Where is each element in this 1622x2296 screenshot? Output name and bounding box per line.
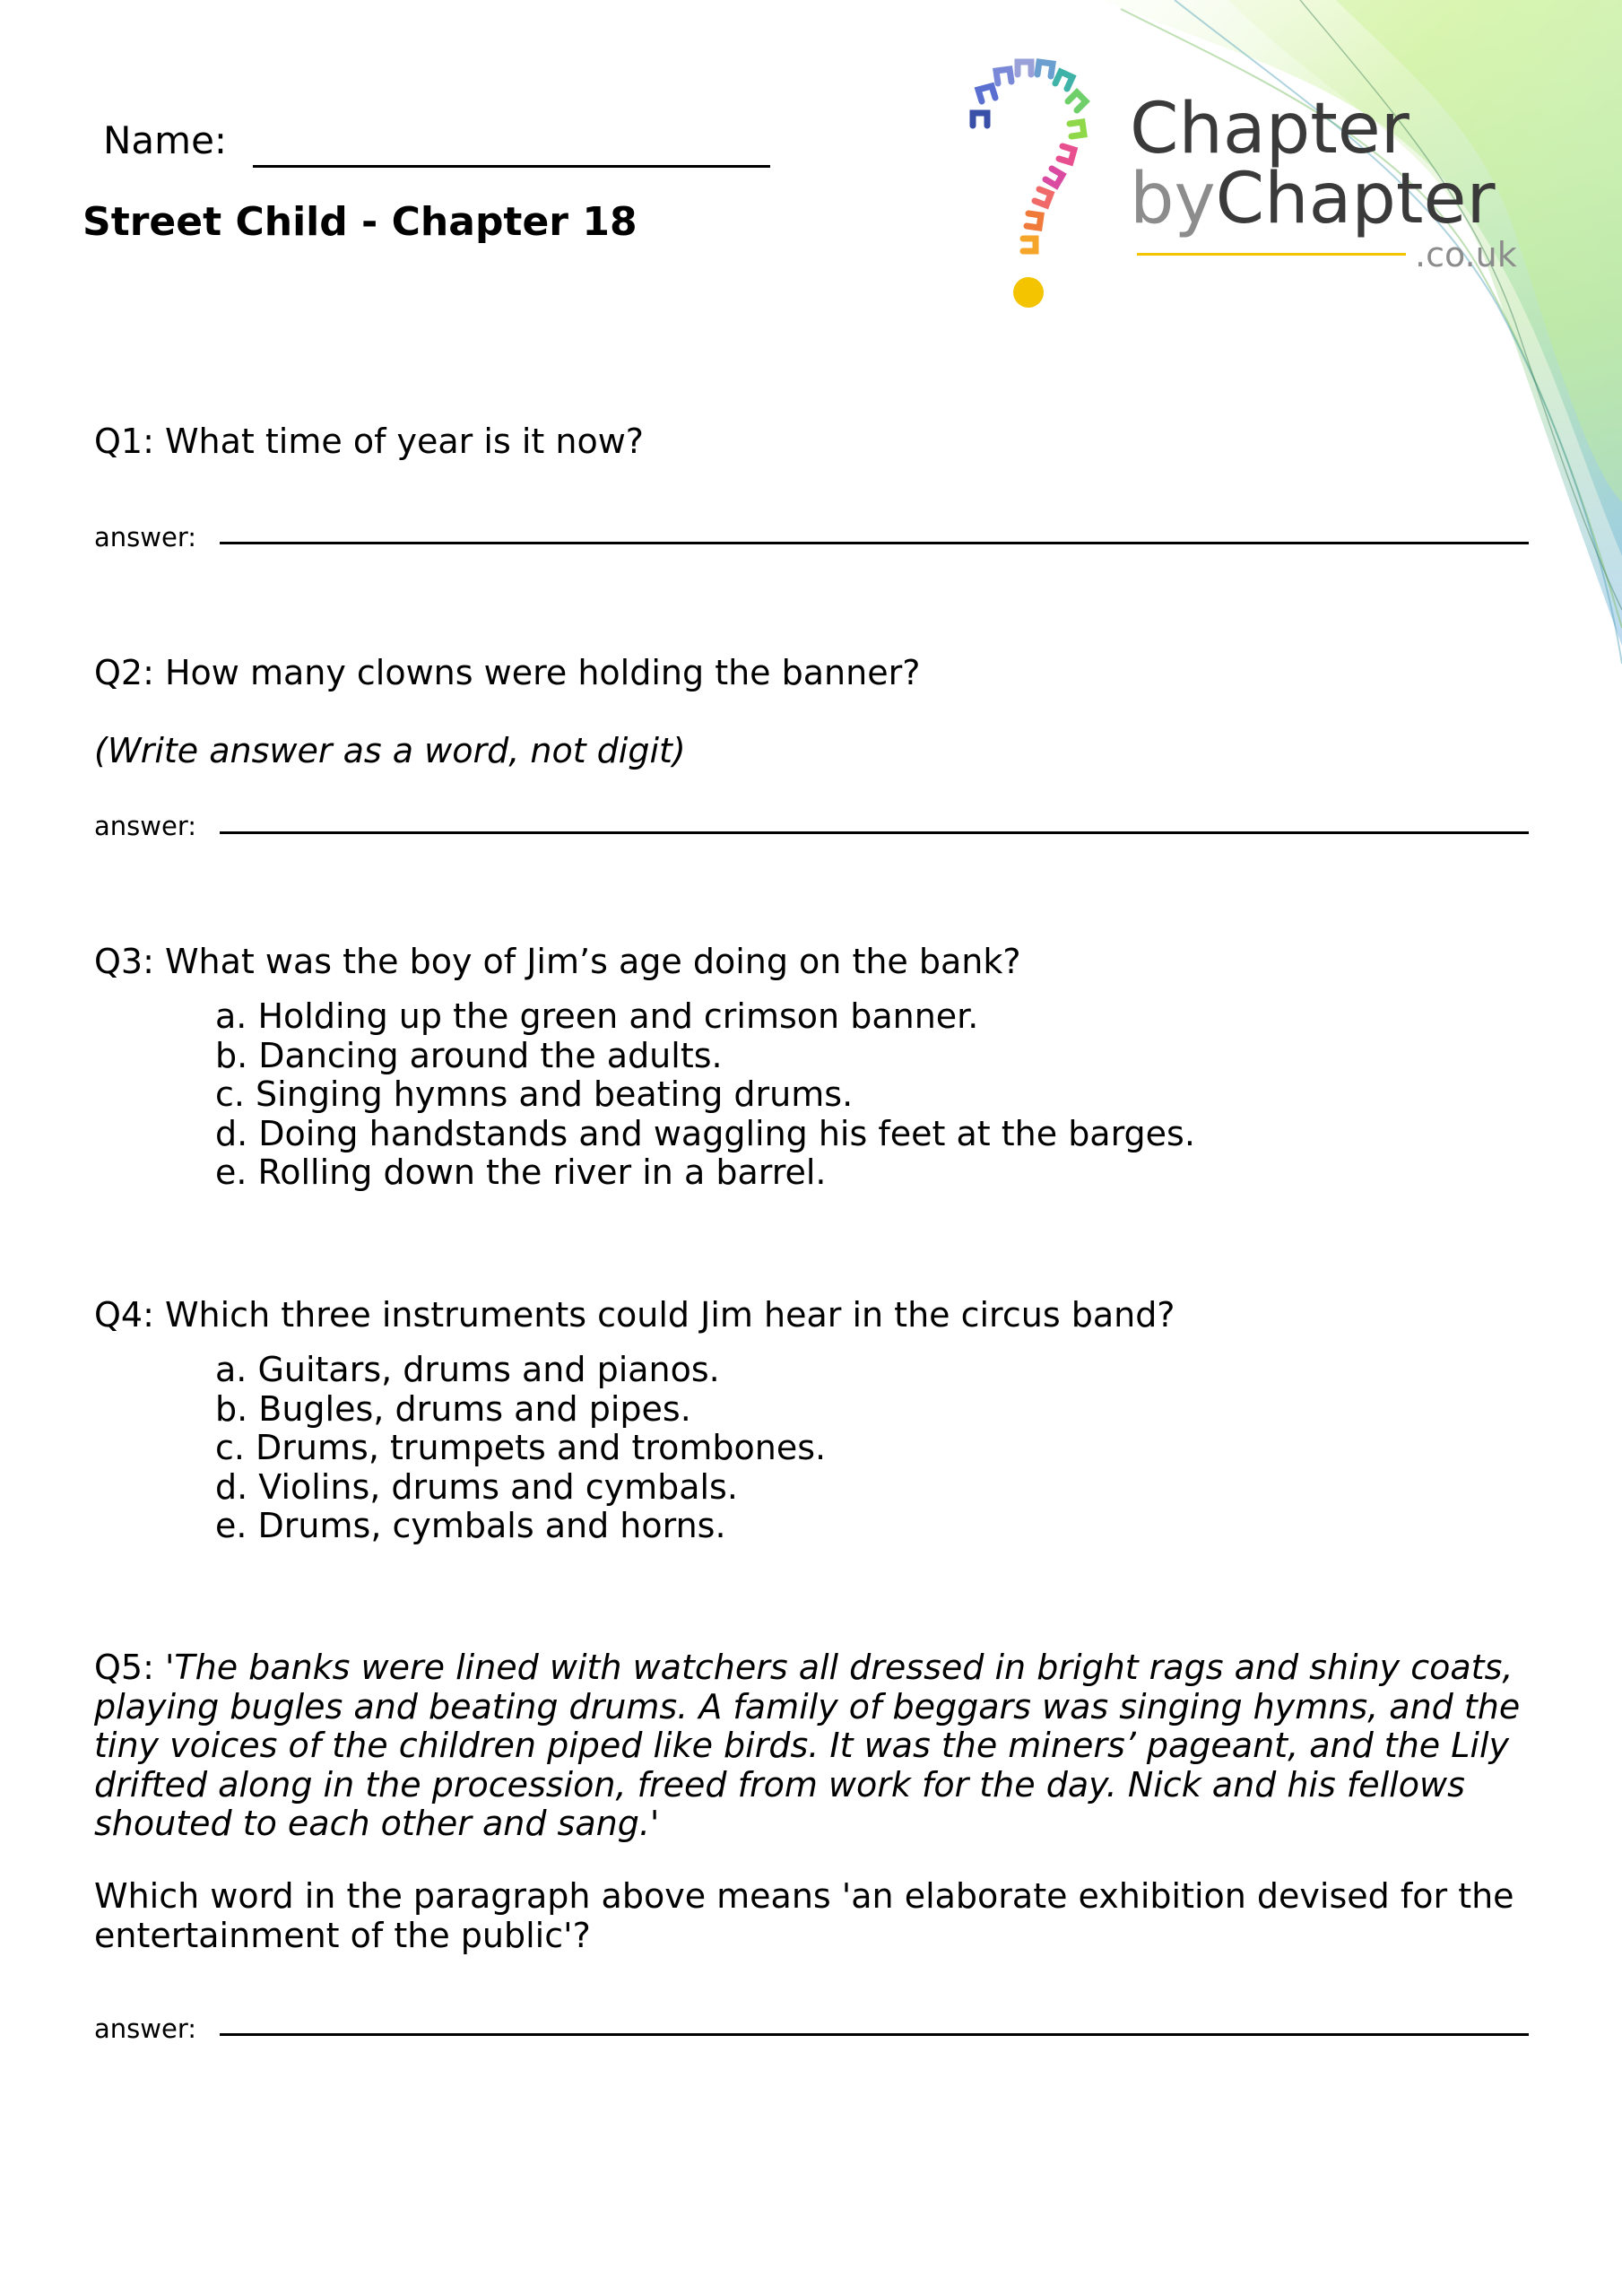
question-2-note: (Write answer as a word, not digit) [94,731,686,770]
option-a[interactable]: a. Holding up the green and crimson banner. [215,996,979,1036]
question-3-options [215,997,1195,1193]
logo-underline [1137,253,1406,256]
logo-line-1: Chapter [1130,89,1409,170]
option-b[interactable]: b. Bugles, drums and pipes. [215,1388,691,1429]
question-3: Q3: What was the boy of Jim’s age doing on the bank? [94,942,1021,981]
option-a[interactable]: a. Guitars, drums and pianos. [215,1350,720,1389]
answer-label-q5: answer: [94,2013,197,2044]
logo-line-2a: by [1130,159,1216,239]
answer-line-q2[interactable] [220,831,1529,834]
option-d[interactable]: d. Doing handstands and waggling his feet at the barges. [215,1113,1195,1153]
question-5-prompt: Which word in the paragraph above means 'an elaborate exhibition devised for the entertainment of the public'? [94,1876,1514,1955]
answer-label-q2: answer: [94,811,197,841]
option-c[interactable]: c. Singing hymns and beating drums. [215,1074,854,1114]
name-input-line[interactable] [253,165,770,168]
logo-domain-suffix: .co.uk [1415,235,1517,274]
name-label: Name: [103,118,228,162]
question-1: Q1: What time of year is it now? [94,422,644,461]
worksheet-title: Street Child - Chapter 18 [82,199,638,245]
question-4-options [215,1351,826,1546]
question-5-number: Q5: [94,1648,154,1687]
chapter-by-chapter-logo-icon [964,52,1121,312]
answer-line-q5[interactable] [220,2033,1529,2036]
question-5-passage [94,1648,1565,1844]
question-2: Q2: How many clowns were holding the banner? [94,653,921,692]
logo-line-2b: Chapter [1215,159,1496,239]
option-d[interactable]: d. Violins, drums and cymbals. [215,1466,738,1507]
logo-wordmark [1130,89,1496,239]
question-4: Q4: Which three instruments could Jim hear in the circus band? [94,1295,1175,1335]
option-e[interactable]: e. Drums, cymbals and horns. [215,1506,726,1545]
answer-label-q1: answer: [94,522,197,552]
option-b[interactable]: b. Dancing around the adults. [215,1035,723,1075]
option-c[interactable]: c. Drums, trumpets and trombones. [215,1428,827,1467]
option-e[interactable]: e. Rolling down the river in a barrel. [215,1152,827,1192]
question-5-quote: 'The banks were lined with watchers all dressed in bright rags and shiny coats, playing bugles and beating drums. A family of beggars was singing hymns, and the tiny voices of the children piped like birds. It was the miners’ pageant, and the Lily drifted along in the procession, freed from work for the day. Nick and his fellows shouted to each other and sang.' [94,1648,1521,1843]
answer-line-q1[interactable] [220,542,1529,544]
